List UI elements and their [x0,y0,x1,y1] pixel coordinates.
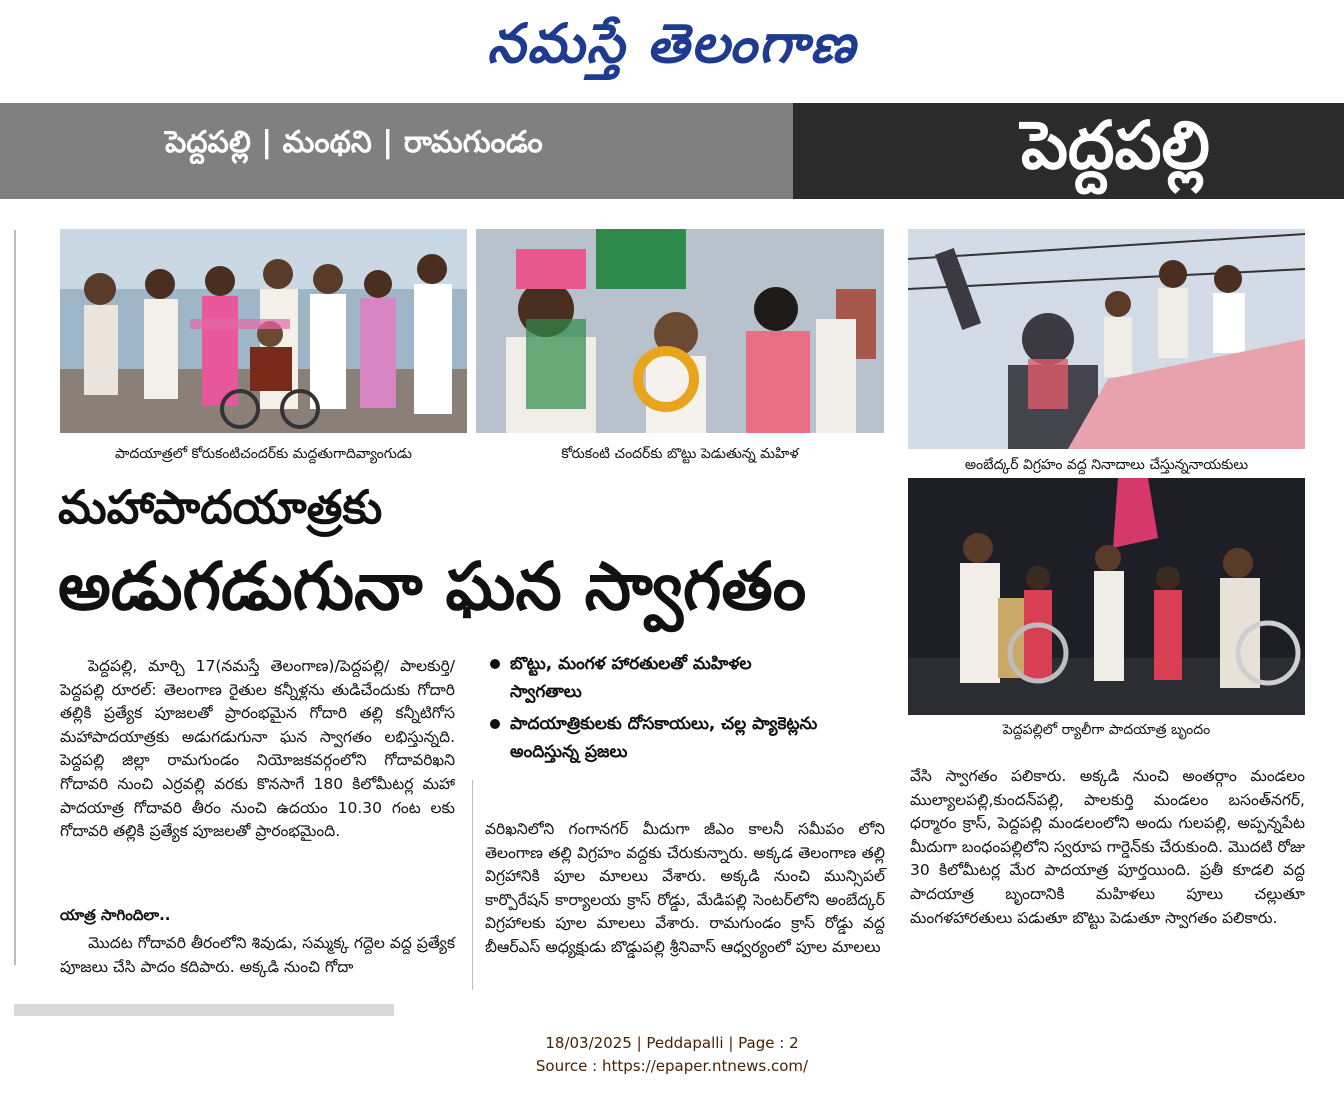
article-paragraph: మొదట గోదావరి తీరంలోని శివుడు, సమ్మక్క గద్దెల వద్ద ప్రత్యేక పూజలు చేసి పాదం కదిపారు. అక్కడి నుంచి గోదా [60,934,455,976]
article-column-2 [485,818,885,960]
column-rule [472,780,473,990]
subregion-labels: పెద్దపల్లి | మంథని | రామగుండం [165,125,543,160]
footer-date-page: 18/03/2025 | Peddapalli | Page : 2 [545,1034,799,1052]
section-band [0,103,1344,199]
article-column-1 [60,655,455,844]
article-paragraph: వేసి స్వాగతం పలికారు. అక్కడి నుంచి అంతర్గాం మండలం ముల్యాలపల్లి,కుందన్‌పల్లి, పాలకుర్తి మండలం బసంత్‌నగర్, ధర్మారం క్రాస్, పెద్దపల్లి మండలంలోని అందు గులపల్లి, అప్పన్నపేట మీదుగా బంధంపల్లిలోని స్వరూప గార్డెన్‌కు చేరుకుంది. మొదటి రోజు 30 కిలోమీటర్ల మేర పాదయాత్ర పూర్తయింది. ప్రతీ కూడలి వద్ద పాదయాత్ర బృందానికి మహిళలు పూలు చల్లుతూ మంగళహారతులు పడుతూ బొట్టు పెడుతూ స్వాగతం పలికారు. [910,767,1305,927]
headline-line-2: అడుగడుగునా ఘన స్వాగతం [58,548,807,625]
highlights-list [490,650,820,770]
photo-2-caption: కోరుకంటి చందర్‌కు బొట్టు పెడుతున్న మహిళ [561,446,799,462]
newspaper-title: నమస్తే తెలంగాణ [487,11,857,75]
band-left [0,103,793,199]
bullet-icon [490,659,500,669]
headline-line-1: మహాపాదయాత్రకు [58,480,383,534]
article-paragraph: పెద్దపల్లి, మార్చి 17(నమస్తే తెలంగాణ)/పెద్దపల్లి/ పాలకుర్తి/ పెద్దపల్లి రూరల్: తెలంగాణ రైతుల కన్నీళ్లను తుడిచేందుకు గోదారి తల్లికి ప్రత్యేక పూజలతో ప్రారంభమైన గోదారి తల్లి కన్నీటిగోస మహాపాదయాత్రకు అడుగడుగునా ఘన స్వాగతం లభిస్తున్నది. పెద్దపల్లి జిల్లా రామగుండం నియోజకవర్గంలోని గోదావరిఖని గోదావరి నుంచి ఎర్రవల్లి వరకు కొనసాగే 180 కిలోమీటర్ల మహా పాదయాత్ర గోదావరి తీరం నుంచి ఉదయం 10.30 గంట లకు గోదావరి తల్లికి ప్రత్యేక పూజలతో ప్రారంభమైంది. [60,657,455,841]
bullet-icon [490,719,500,729]
photo-4-caption: పెద్దపల్లిలో ర్యాలీగా పాదయాత్ర బృందం [1002,722,1211,738]
article-column-3 [910,765,1305,930]
photo-3-caption: అంబేద్కర్ విగ్రహం వద్ద నినాదాలు చేస్తున్ననాయకులు [964,457,1249,473]
bottom-strip [14,1004,394,1016]
article-paragraph: వరిఖనిలోని గంగానగర్ మీదుగా జీఎం కాలనీ సమీపం లోని తెలంగాణ తల్లి విగ్రహం వద్దకు చేరుకున్నారు. అక్కడ తెలంగాణ తల్లి విగ్రహానికి పూల మాలలు వేశారు. అక్కడి నుంచి మున్సిపల్ కార్పొరేషన్ కార్యాలయ క్రాస్ రోడ్డు, మేడిపల్లి సెంటర్‌లోని అంబేద్కర్ విగ్రహాలకు పూల మాలలు వేశారు. రామగుండం క్రాస్ రోడ్డు వద్ద బీఆర్‌ఎస్ అధ్యక్షుడు బొడ్డుపల్లి శ్రీనివాస్ ఆధ్వర్యంలో పూల మాలలు [485,820,885,956]
footer-source-link[interactable]: Source : https://epaper.ntnews.com/ [535,1057,809,1075]
photo-supporter-wheelchair [60,229,467,433]
article-column-1b [60,932,455,979]
photo-1-caption: పాదయాత్రలో కోరుకంటిచందర్‌కు మద్దతుగాదివ్యాంగుడు [114,446,412,462]
column-rule [14,230,16,965]
highlight-item: పాదయాత్రికులకు దోసకాయలు, చల్ల ప్యాకెట్లను అందిస్తున్న ప్రజలు [490,710,820,766]
masthead [0,0,1344,100]
photo-woman-tilak [476,229,884,433]
article-subhead: యాత్ర సాగిందిలా.. [60,906,171,924]
photo-ambedkar-statue [908,229,1305,449]
band-right [793,103,1344,199]
section-name: పెద్దపల్లి [1021,107,1210,184]
highlight-item: బొట్టు, మంగళ హారతులతో మహిళల స్వాగతాలు [490,650,820,706]
photo-rally-night [908,478,1305,715]
